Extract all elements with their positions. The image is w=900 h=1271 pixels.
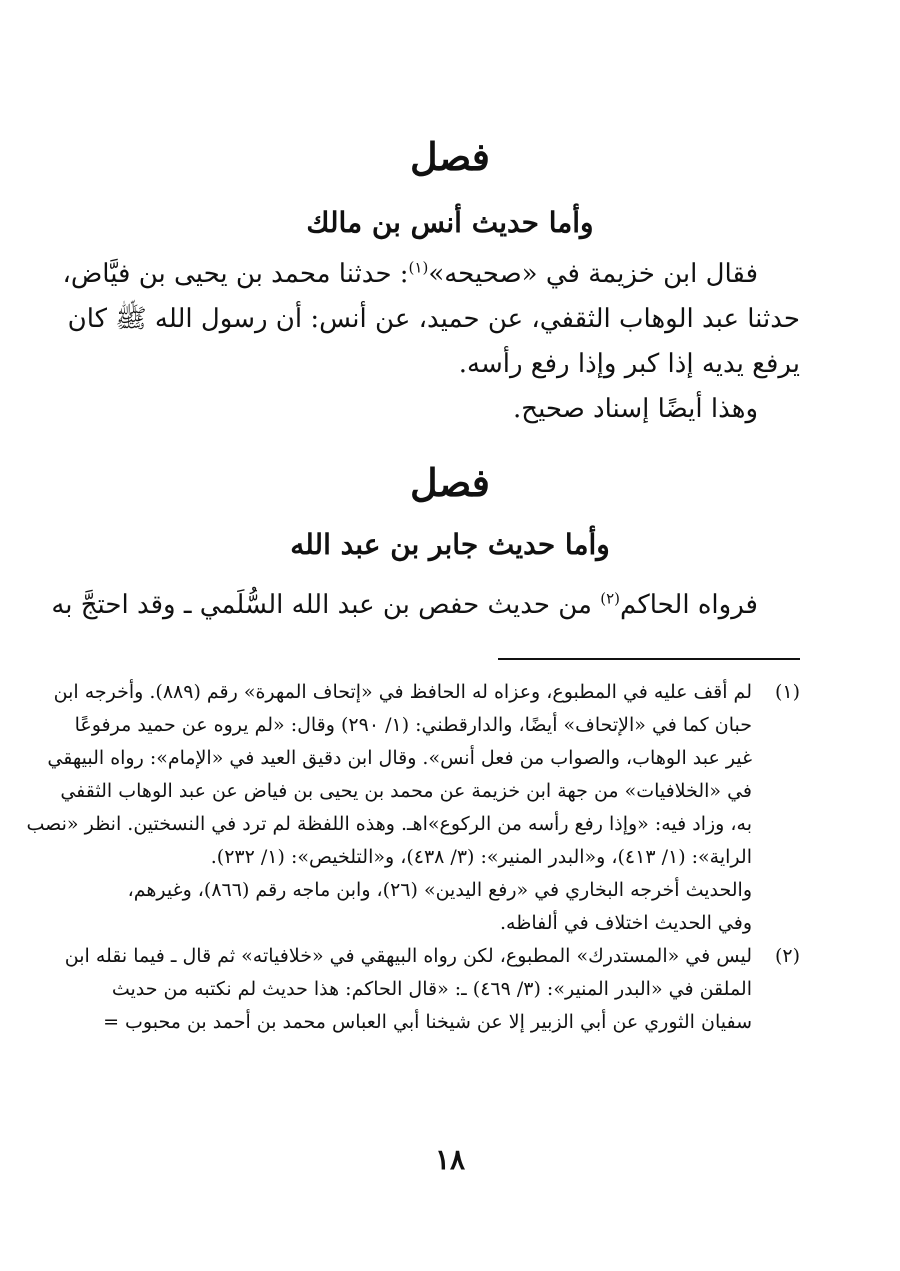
body-line: فرواه الحاكم$^{(٢)}$ من حديث حفص بن عبد الله السُّلَمي ـ وقد احتجَّ به (51, 589, 758, 620)
page-number: ١٨ (434, 1143, 466, 1176)
section-1-body (62, 252, 800, 432)
body-line: حدثنا عبد الوهاب الثقفي، عن حميد، عن أنس: أن رسول الله ﷺ كان (67, 304, 800, 334)
footnote-line: في «الخلافيات» من جهة ابن خزيمة عن محمد بن يحيى بن فياض عن عبد الوهاب الثقفي (60, 780, 752, 802)
section-subheading-1: وأما حديث أنس بن مالك (306, 206, 594, 239)
body-line: وهذا أيضًا إسناد صحيح. (513, 394, 758, 424)
footnotes (26, 676, 800, 1039)
footnote-separator (498, 658, 800, 660)
footnote-line: به، وزاد فيه: «وإذا رفع رأسه من الركوع»اهـ. وهذه اللفظة لم ترد في النسختين. انظر «نصب (26, 813, 752, 835)
section-2-body (51, 583, 800, 628)
section-heading-1: فصل (410, 134, 490, 179)
footnote-line: والحديث أخرجه البخاري في «رفع اليدين» (٢٦)، وابن ماجه رقم (٨٦٦)، وغيرهم، (127, 879, 752, 901)
section-subheading-2: وأما حديث جابر بن عبد الله (290, 528, 610, 561)
footnote-line: الراية»: (١/ ٤١٣)، و«البدر المنير»: (٣/ ٤٣٨)، و«التلخيص»: (١/ ٢٣٢). (210, 846, 752, 868)
body-line: فقال ابن خزيمة في «صحيحه»$^{(١)}$: حدثنا محمد بن يحيى بن فيَّاض، (62, 258, 758, 289)
footnote-number: (٢) (774, 945, 800, 967)
footnote-line: ليس في «المستدرك» المطبوع، لكن رواه البيهقي في «خلافياته» ثم قال ـ فيما نقله ابن (64, 945, 752, 967)
section-heading-2: فصل (410, 460, 490, 505)
footnote-reference-2[interactable]: (٢) (600, 589, 621, 608)
footnote-line: الملقن في «البدر المنير»: (٣/ ٤٦٩) ـ: «قال الحاكم: هذا حديث لم نكتبه من حديث (111, 978, 752, 1000)
footnote-1 (26, 676, 800, 940)
footnote-2 (64, 940, 800, 1039)
body-line: يرفع يديه إذا كبر وإذا رفع رأسه. (458, 349, 800, 379)
footnote-line: وفي الحديث اختلاف في ألفاظه. (499, 912, 752, 934)
footnote-reference-1[interactable]: (١) (408, 258, 429, 277)
footnote-line: غير عبد الوهاب، والصواب من فعل أنس». وقال ابن دقيق العيد في «الإمام»: رواه البيهقي (47, 747, 752, 769)
footnote-line: سفيان الثوري عن أبي الزبير إلا عن شيخنا أبي العباس محمد بن أحمد بن محبوب = (103, 1011, 752, 1033)
footnote-line: حبان كما في «الإتحاف» أيضًا، والدارقطني: (١/ ٢٩٠) وقال: «لم يروه عن حميد مرفوعًا (74, 714, 752, 736)
footnote-number: (١) (774, 681, 800, 703)
footnote-line: لم أقف عليه في المطبوع، وعزاه له الحافظ في «إتحاف المهرة» رقم (٨٨٩). وأخرجه ابن (53, 681, 752, 703)
